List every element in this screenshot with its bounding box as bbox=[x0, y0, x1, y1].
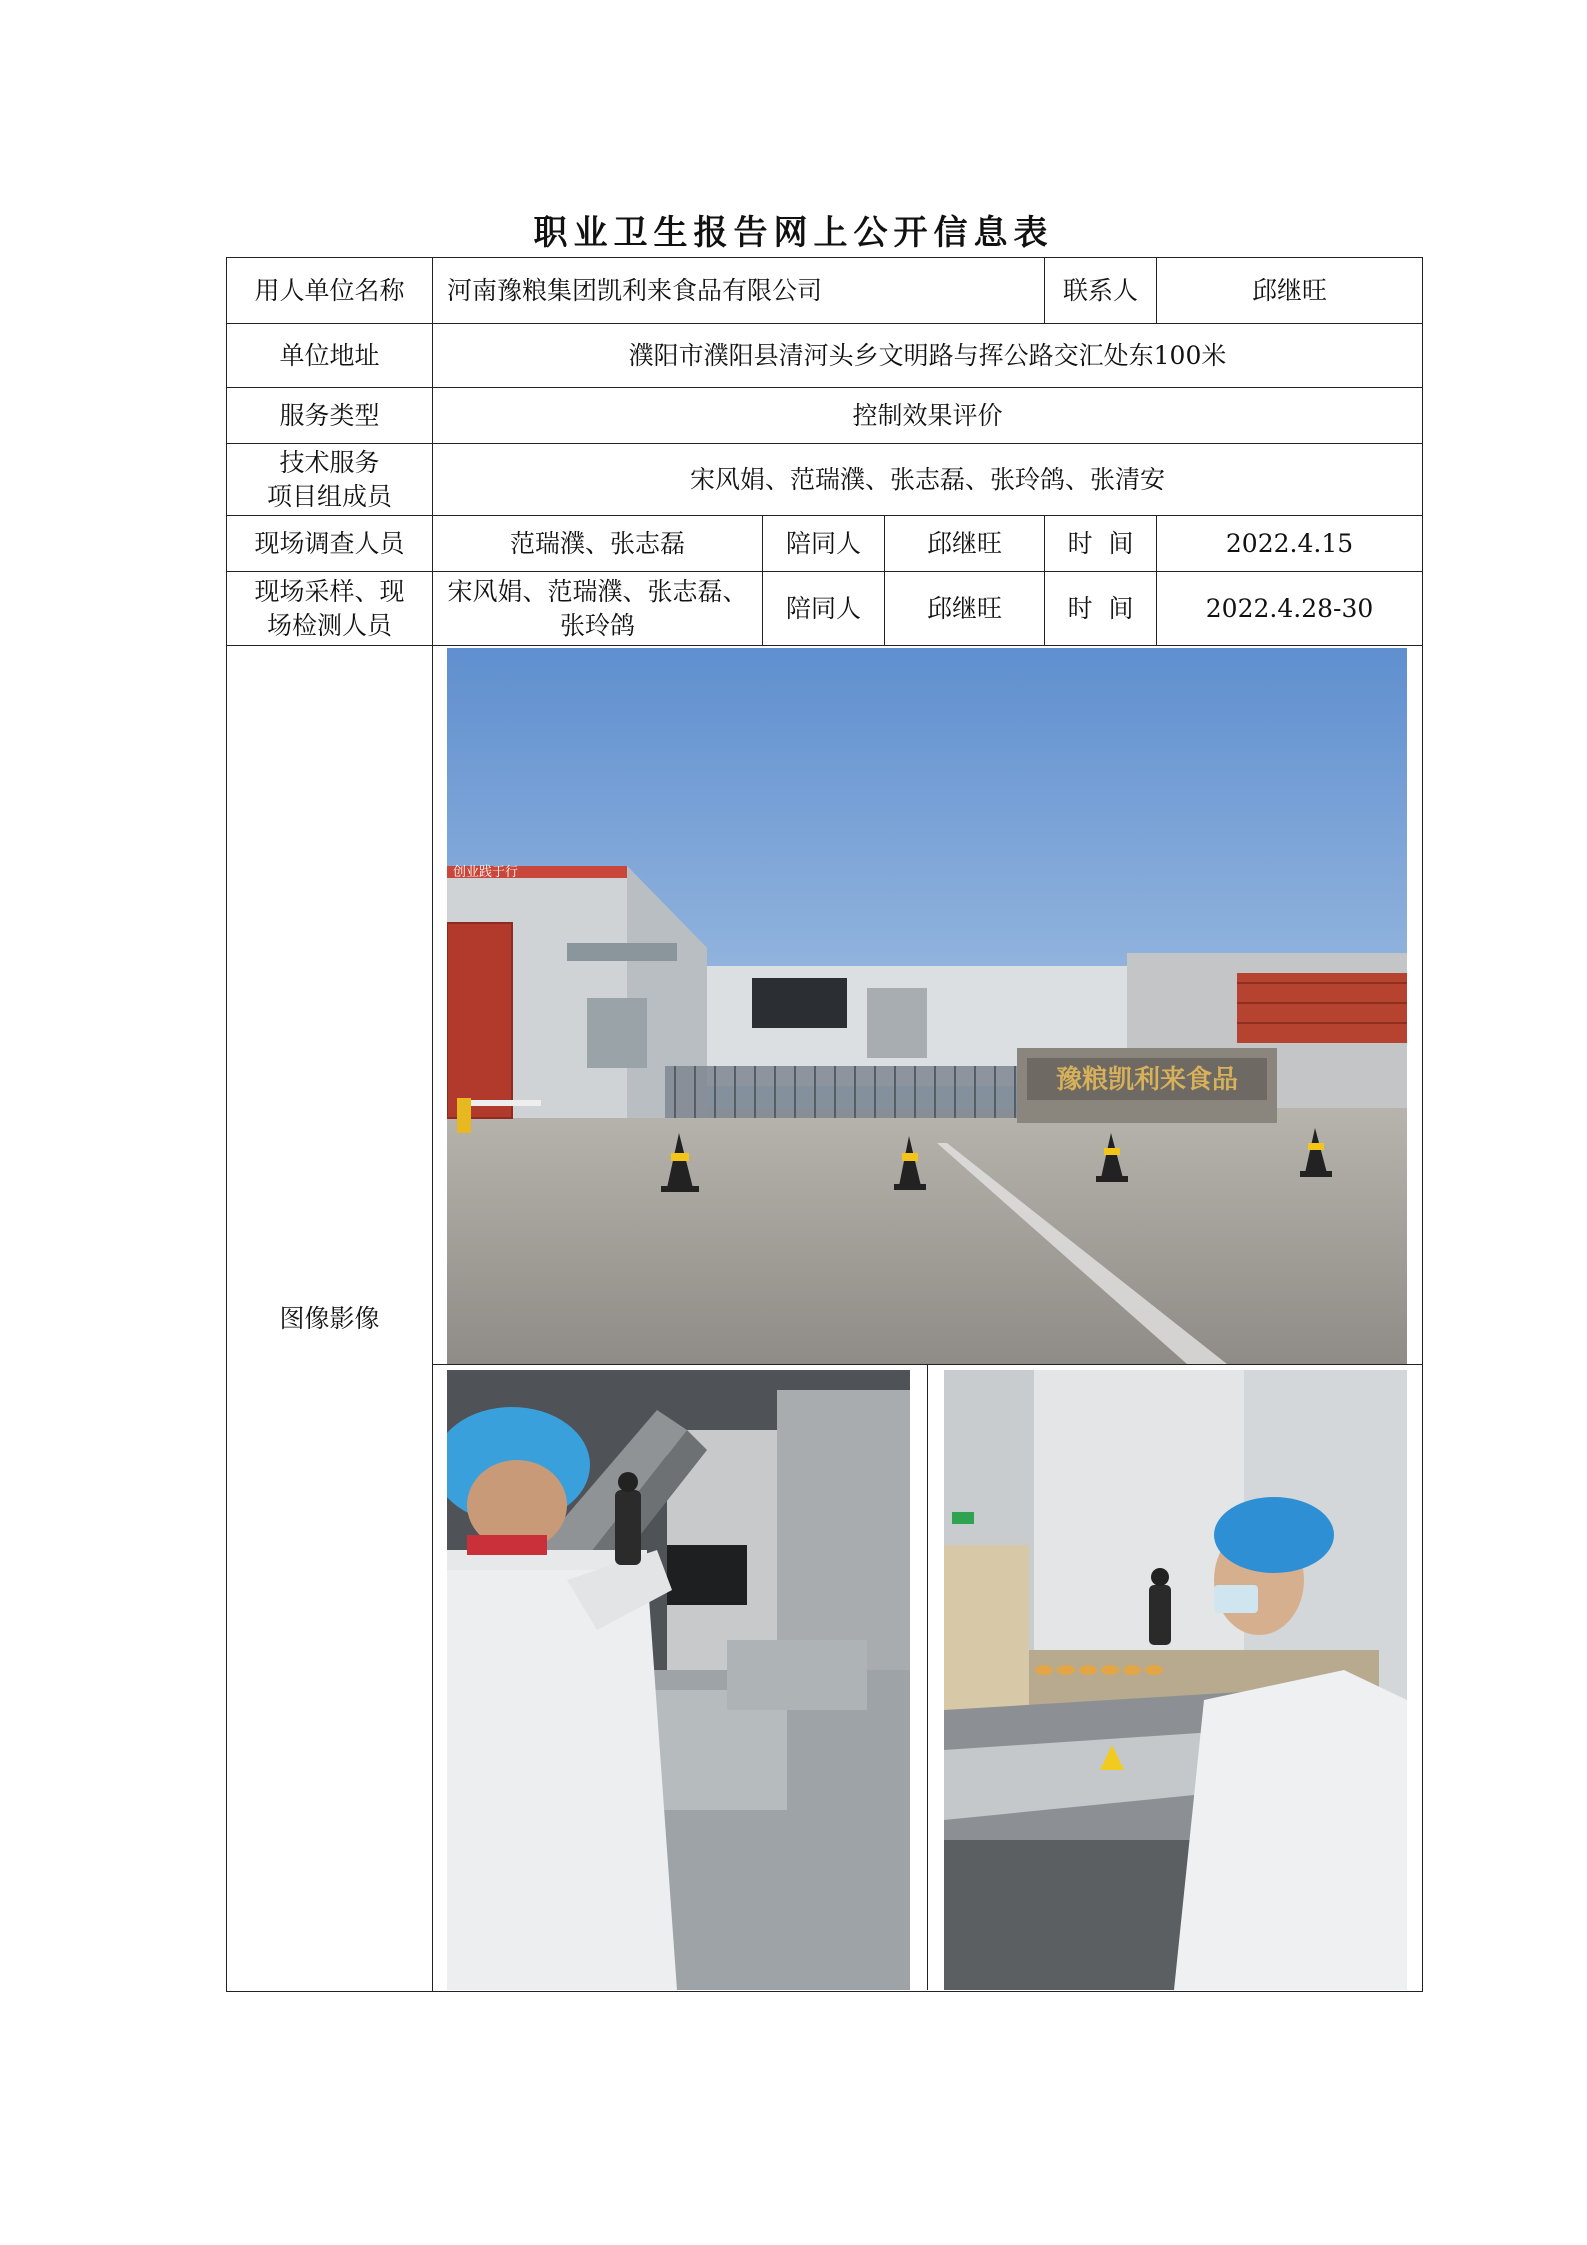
contact-value: 邱继旺 bbox=[1157, 258, 1423, 324]
survey-time-value: 2022.4.15 bbox=[1157, 516, 1423, 572]
team-label-line1: 技术服务 bbox=[279, 447, 380, 477]
sampling-label bbox=[227, 572, 433, 646]
team-label-line2: 项目组成员 bbox=[266, 481, 392, 511]
employer-label: 用人单位名称 bbox=[227, 258, 433, 324]
sampling-accompany-label: 陪同人 bbox=[763, 572, 885, 646]
survey-staff: 范瑞濮、张志磊 bbox=[433, 516, 763, 572]
row-survey bbox=[227, 516, 1423, 572]
row-team bbox=[227, 444, 1423, 516]
row-service-type bbox=[227, 388, 1423, 444]
sampling-label-line1: 现场采样、现 bbox=[254, 576, 405, 606]
factory-slogan: 创业践于行 bbox=[453, 865, 519, 880]
sound-meter-icon bbox=[1149, 1585, 1171, 1645]
sampling-time-value: 2022.4.28-30 bbox=[1157, 572, 1423, 646]
info-table bbox=[226, 257, 1423, 1992]
survey-time-label: 时 间 bbox=[1045, 516, 1157, 572]
survey-accompany-value: 邱继旺 bbox=[885, 516, 1045, 572]
images-label: 图像影像 bbox=[227, 646, 433, 1992]
sampling-staff-line2: 张玲鸽 bbox=[559, 610, 635, 640]
images-cell bbox=[433, 646, 1423, 1992]
sampling-staff-line1: 宋风娟、范瑞濮、张志磊、 bbox=[447, 576, 748, 606]
service-type-value: 控制效果评价 bbox=[433, 388, 1423, 444]
sampling-staff bbox=[433, 572, 763, 646]
team-value: 宋风娟、范瑞濮、张志磊、张玲鸽、张清安 bbox=[433, 444, 1423, 516]
team-label bbox=[227, 444, 433, 516]
row-sampling bbox=[227, 572, 1423, 646]
row-address bbox=[227, 324, 1423, 388]
service-type-label: 服务类型 bbox=[227, 388, 433, 444]
contact-label: 联系人 bbox=[1045, 258, 1157, 324]
survey-label: 现场调查人员 bbox=[227, 516, 433, 572]
sound-meter-icon bbox=[615, 1490, 641, 1565]
sampling-time-label: 时 间 bbox=[1045, 572, 1157, 646]
worker-measurement-photo-1 bbox=[447, 1370, 910, 1990]
factory-sign-text: 豫粮凯利来食品 bbox=[1055, 1065, 1239, 1095]
photo-area bbox=[433, 646, 1422, 1990]
photo-divider-vertical bbox=[927, 1364, 928, 1990]
survey-accompany-label: 陪同人 bbox=[763, 516, 885, 572]
document-title: 职业卫生报告网上公开信息表 bbox=[533, 213, 1054, 253]
address-value: 濮阳市濮阳县清河头乡文明路与挥公路交汇处东100米 bbox=[433, 324, 1423, 388]
address-label: 单位地址 bbox=[227, 324, 433, 388]
sampling-accompany-value: 邱继旺 bbox=[885, 572, 1045, 646]
sampling-label-line2: 场检测人员 bbox=[266, 610, 392, 640]
employer-value: 河南豫粮集团凯利来食品有限公司 bbox=[433, 258, 1045, 324]
factory-entrance-photo bbox=[447, 648, 1407, 1364]
worker-measurement-photo-2 bbox=[944, 1370, 1407, 1990]
row-images bbox=[227, 646, 1423, 1992]
row-employer bbox=[227, 258, 1423, 324]
